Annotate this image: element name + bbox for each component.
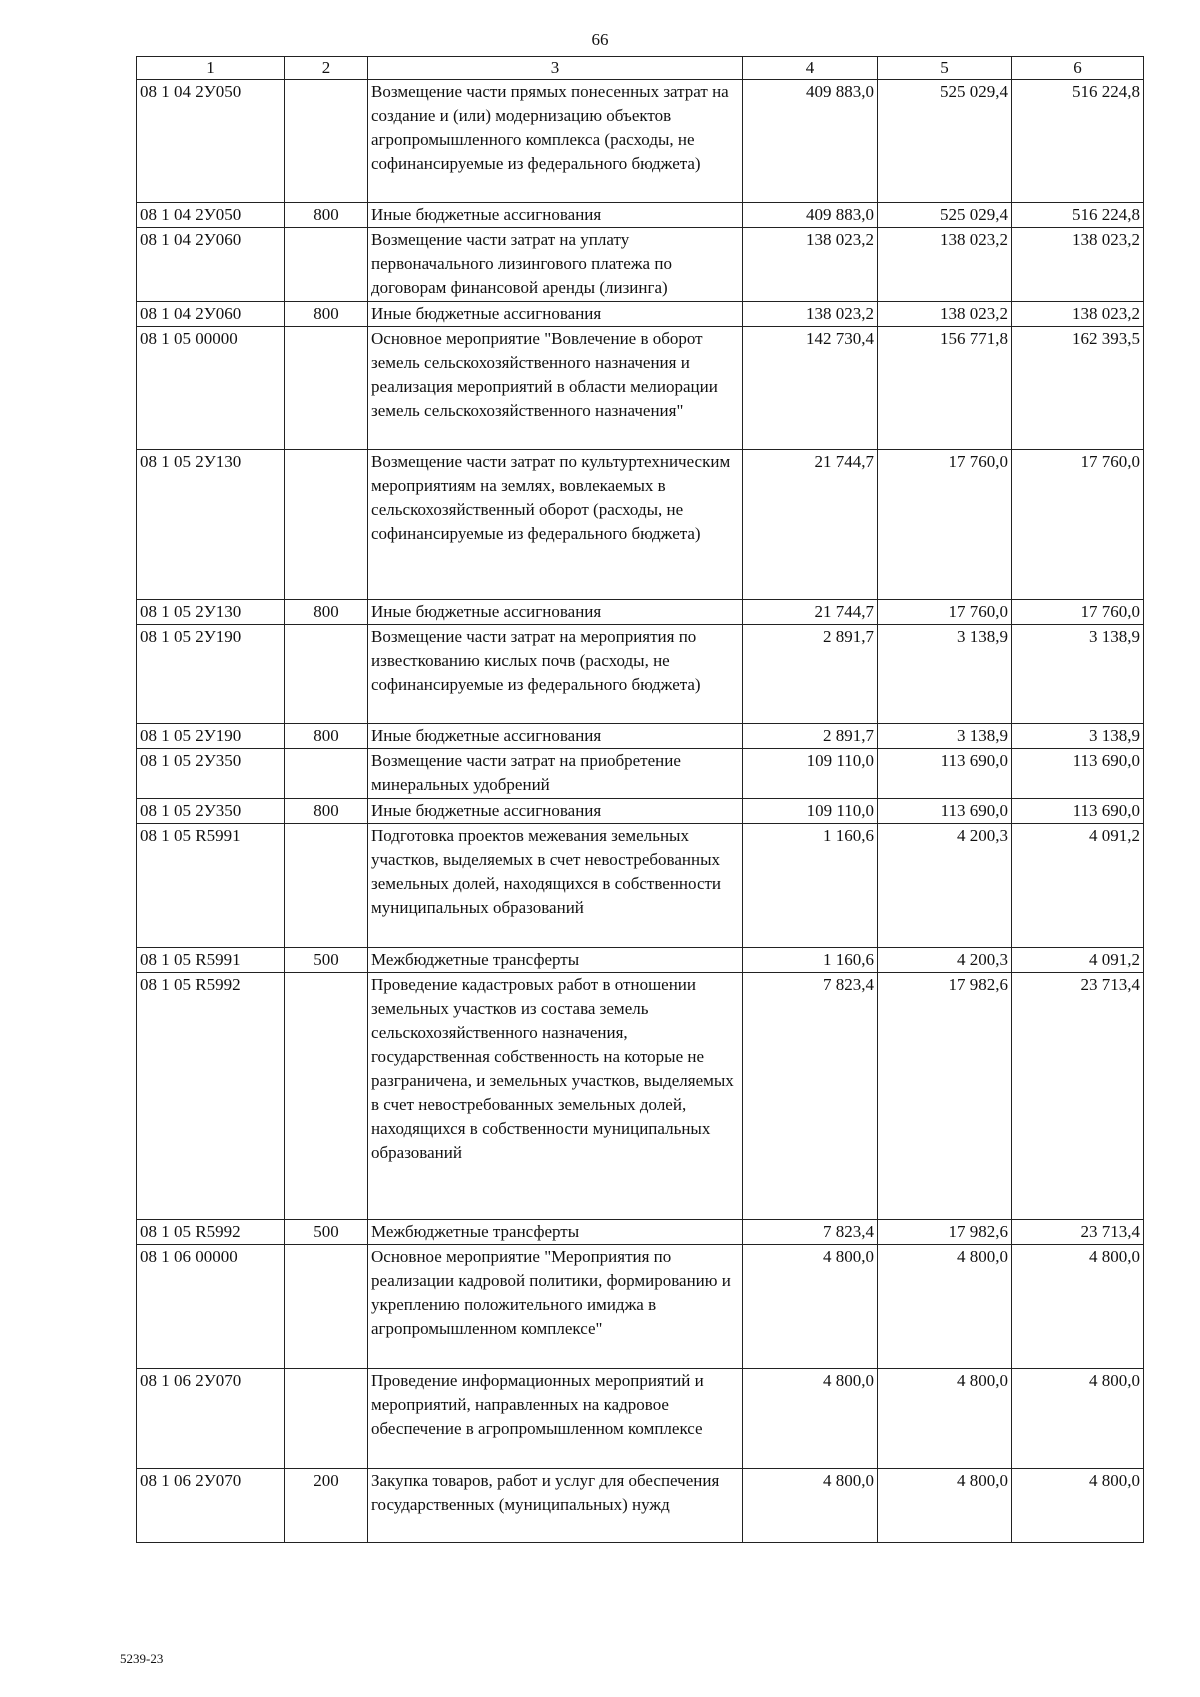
column-header-value-1: 4 [743, 57, 878, 80]
cell-value-1: 1 160,6 [743, 948, 878, 973]
cell-value-2: 17 760,0 [878, 450, 1012, 600]
cell-value-3: 516 224,8 [1012, 203, 1144, 228]
cell-value-1: 4 800,0 [743, 1245, 878, 1369]
cell-code: 08 1 05 2У350 [137, 799, 285, 824]
cell-name: Иные бюджетные ассигнования [368, 724, 743, 749]
cell-code: 08 1 05 2У130 [137, 450, 285, 600]
table-row [137, 824, 1144, 948]
table-row [137, 1220, 1144, 1245]
cell-expense-type [285, 824, 368, 948]
cell-code: 08 1 05 2У130 [137, 600, 285, 625]
cell-value-2: 4 200,3 [878, 824, 1012, 948]
cell-name: Основное мероприятие "Вовлечение в оборот земель сельскохозяйственного назначения и реализация мероприятий в области мелиорации земель сельскохозяйственного назначения" [368, 327, 743, 450]
cell-expense-type [285, 228, 368, 302]
cell-name: Подготовка проектов межевания земельных участков, выделяемых в счет невостребованных земельных долей, находящихся в собственности муниципальных образований [368, 824, 743, 948]
cell-value-3: 113 690,0 [1012, 749, 1144, 799]
cell-value-3: 17 760,0 [1012, 600, 1144, 625]
cell-value-1: 2 891,7 [743, 724, 878, 749]
cell-value-2: 3 138,9 [878, 625, 1012, 724]
cell-expense-type: 200 [285, 1469, 368, 1543]
cell-value-3: 4 800,0 [1012, 1245, 1144, 1369]
cell-name: Возмещение части затрат по культуртехническим мероприятиям на землях, вовлекаемых в сельскохозяйственный оборот (расходы, не софинансируемые из федерального бюджета) [368, 450, 743, 600]
cell-name: Возмещение части затрат на мероприятия по известкованию кислых почв (расходы, не софинансируемые из федерального бюджета) [368, 625, 743, 724]
cell-code: 08 1 05 R5991 [137, 824, 285, 948]
document-code: 5239-23 [120, 1651, 164, 1666]
table-row [137, 600, 1144, 625]
cell-value-3: 17 760,0 [1012, 450, 1144, 600]
column-header-expense-type: 2 [285, 57, 368, 80]
cell-value-3: 4 091,2 [1012, 824, 1144, 948]
cell-value-2: 4 800,0 [878, 1469, 1012, 1543]
cell-expense-type [285, 327, 368, 450]
cell-value-1: 109 110,0 [743, 799, 878, 824]
page-number: 66 [591, 30, 609, 49]
cell-value-3: 4 800,0 [1012, 1369, 1144, 1469]
cell-value-2: 4 800,0 [878, 1245, 1012, 1369]
cell-expense-type [285, 1245, 368, 1369]
cell-value-1: 138 023,2 [743, 228, 878, 302]
cell-value-2: 113 690,0 [878, 799, 1012, 824]
cell-code: 08 1 04 2У050 [137, 80, 285, 203]
table-row [137, 327, 1144, 450]
column-header-value-3: 6 [1012, 57, 1144, 80]
cell-expense-type [285, 625, 368, 724]
cell-expense-type: 500 [285, 948, 368, 973]
table-row [137, 948, 1144, 973]
cell-value-3: 138 023,2 [1012, 302, 1144, 327]
cell-name: Закупка товаров, работ и услуг для обеспечения государственных (муниципальных) нужд [368, 1469, 743, 1543]
cell-code: 08 1 04 2У060 [137, 302, 285, 327]
cell-value-2: 525 029,4 [878, 203, 1012, 228]
cell-value-1: 21 744,7 [743, 450, 878, 600]
cell-name: Возмещение части затрат на приобретение минеральных удобрений [368, 749, 743, 799]
cell-code: 08 1 05 2У350 [137, 749, 285, 799]
cell-name: Проведение информационных мероприятий и мероприятий, направленных на кадровое обеспечение в агропромышленном комплексе [368, 1369, 743, 1469]
table-row [137, 724, 1144, 749]
table-row [137, 1469, 1144, 1543]
table-body [137, 80, 1144, 1543]
cell-expense-type [285, 80, 368, 203]
cell-value-3: 516 224,8 [1012, 80, 1144, 203]
cell-value-1: 21 744,7 [743, 600, 878, 625]
cell-value-2: 4 800,0 [878, 1369, 1012, 1469]
table-row [137, 1245, 1144, 1369]
cell-value-2: 138 023,2 [878, 228, 1012, 302]
cell-code: 08 1 05 00000 [137, 327, 285, 450]
cell-expense-type: 800 [285, 302, 368, 327]
cell-name: Возмещение части прямых понесенных затрат на создание и (или) модернизацию объектов агропромышленного комплекса (расходы, не софинансируемые из федерального бюджета) [368, 80, 743, 203]
cell-name: Основное мероприятие "Мероприятия по реализации кадровой политики, формированию и укреплению положительного имиджа в агропромышленном комплексе" [368, 1245, 743, 1369]
cell-code: 08 1 04 2У060 [137, 228, 285, 302]
table-row [137, 450, 1144, 600]
cell-expense-type [285, 749, 368, 799]
cell-value-3: 162 393,5 [1012, 327, 1144, 450]
cell-value-1: 7 823,4 [743, 973, 878, 1220]
column-header-name: 3 [368, 57, 743, 80]
cell-code: 08 1 06 2У070 [137, 1369, 285, 1469]
cell-expense-type [285, 450, 368, 600]
cell-value-2: 113 690,0 [878, 749, 1012, 799]
cell-value-1: 409 883,0 [743, 203, 878, 228]
table-row [137, 799, 1144, 824]
table-row [137, 749, 1144, 799]
cell-value-2: 156 771,8 [878, 327, 1012, 450]
cell-value-1: 1 160,6 [743, 824, 878, 948]
cell-value-2: 525 029,4 [878, 80, 1012, 203]
table-row [137, 80, 1144, 203]
budget-table [136, 56, 1144, 1543]
cell-code: 08 1 04 2У050 [137, 203, 285, 228]
cell-name: Иные бюджетные ассигнования [368, 203, 743, 228]
cell-name: Проведение кадастровых работ в отношении земельных участков из состава земель сельскохозяйственного назначения, государственная собственность на которые не разграничена, и земельных участков, выделяемых в счет невостребованных земельных долей, находящихся в собственности муниципальных образований [368, 973, 743, 1220]
cell-value-2: 17 982,6 [878, 973, 1012, 1220]
cell-name: Межбюджетные трансферты [368, 948, 743, 973]
cell-expense-type [285, 973, 368, 1220]
cell-value-2: 4 200,3 [878, 948, 1012, 973]
table-header-row [137, 57, 1144, 80]
table-row [137, 228, 1144, 302]
cell-value-1: 409 883,0 [743, 80, 878, 203]
cell-expense-type [285, 1369, 368, 1469]
cell-expense-type: 800 [285, 724, 368, 749]
table-row [137, 973, 1144, 1220]
cell-value-3: 4 091,2 [1012, 948, 1144, 973]
cell-value-3: 3 138,9 [1012, 625, 1144, 724]
cell-name: Возмещение части затрат на уплату первоначального лизингового платежа по договорам финансовой аренды (лизинга) [368, 228, 743, 302]
cell-code: 08 1 05 R5991 [137, 948, 285, 973]
cell-code: 08 1 06 00000 [137, 1245, 285, 1369]
cell-value-2: 17 760,0 [878, 600, 1012, 625]
cell-code: 08 1 05 2У190 [137, 625, 285, 724]
cell-value-1: 4 800,0 [743, 1469, 878, 1543]
table-row [137, 203, 1144, 228]
cell-expense-type: 800 [285, 203, 368, 228]
cell-value-1: 7 823,4 [743, 1220, 878, 1245]
cell-value-3: 23 713,4 [1012, 973, 1144, 1220]
cell-code: 08 1 06 2У070 [137, 1469, 285, 1543]
cell-value-2: 138 023,2 [878, 302, 1012, 327]
cell-value-3: 138 023,2 [1012, 228, 1144, 302]
cell-value-2: 3 138,9 [878, 724, 1012, 749]
column-header-code: 1 [137, 57, 285, 80]
cell-value-3: 4 800,0 [1012, 1469, 1144, 1543]
cell-value-1: 4 800,0 [743, 1369, 878, 1469]
cell-value-2: 17 982,6 [878, 1220, 1012, 1245]
cell-value-1: 2 891,7 [743, 625, 878, 724]
cell-value-1: 138 023,2 [743, 302, 878, 327]
cell-value-3: 113 690,0 [1012, 799, 1144, 824]
table-row [137, 1369, 1144, 1469]
table-row [137, 302, 1144, 327]
table-row [137, 625, 1144, 724]
cell-name: Межбюджетные трансферты [368, 1220, 743, 1245]
cell-name: Иные бюджетные ассигнования [368, 799, 743, 824]
cell-value-1: 142 730,4 [743, 327, 878, 450]
column-header-value-2: 5 [878, 57, 1012, 80]
cell-value-3: 3 138,9 [1012, 724, 1144, 749]
cell-value-1: 109 110,0 [743, 749, 878, 799]
cell-name: Иные бюджетные ассигнования [368, 302, 743, 327]
cell-expense-type: 800 [285, 600, 368, 625]
cell-code: 08 1 05 R5992 [137, 973, 285, 1220]
cell-name: Иные бюджетные ассигнования [368, 600, 743, 625]
cell-expense-type: 800 [285, 799, 368, 824]
cell-code: 08 1 05 R5992 [137, 1220, 285, 1245]
cell-expense-type: 500 [285, 1220, 368, 1245]
cell-value-3: 23 713,4 [1012, 1220, 1144, 1245]
cell-code: 08 1 05 2У190 [137, 724, 285, 749]
